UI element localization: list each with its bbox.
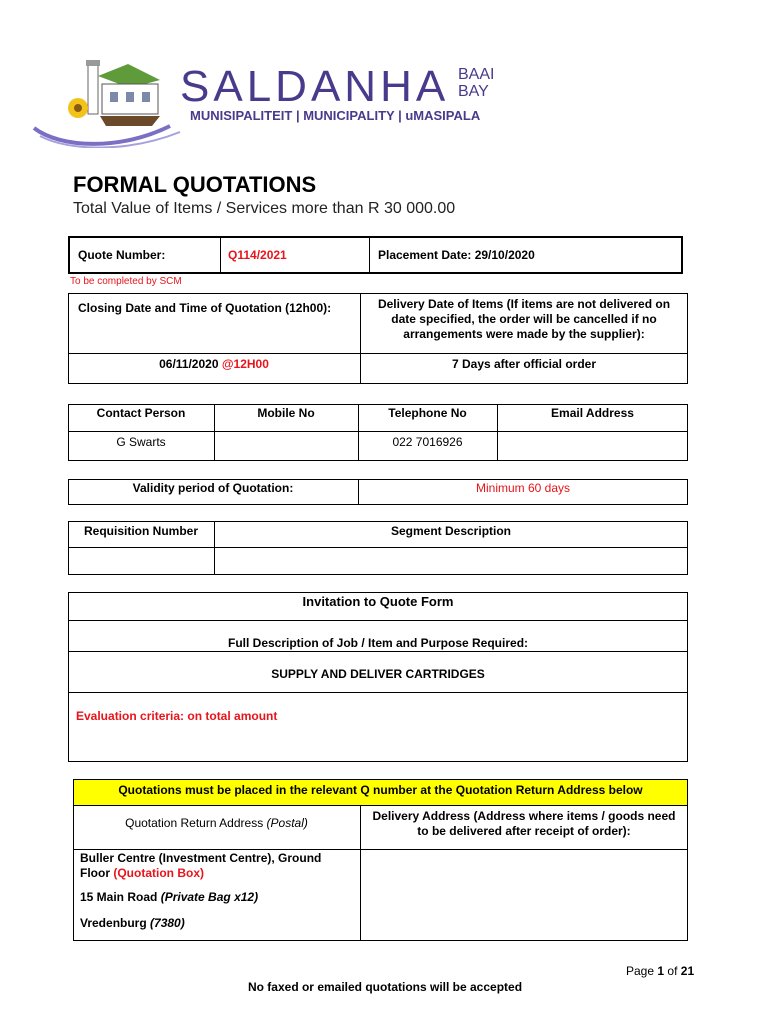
address-line2 [80, 890, 258, 904]
address-private-bag: (Private Bag x12) [160, 890, 259, 904]
return-label-text: Quotation Return Address [125, 816, 264, 830]
delivery-date-label: Delivery Date of Items (If items are not delivered on date specified, the order will be cancelled if no arrangements were made by the supplier): [377, 297, 671, 341]
contact-header-mobile: Mobile No [257, 406, 315, 420]
logo-bay: BAY [458, 83, 489, 100]
return-label-postal: (Postal) [266, 816, 308, 830]
logo-subtitle [190, 108, 480, 123]
scm-note: To be completed by SCM [70, 276, 182, 287]
page-prefix: Page [626, 964, 655, 978]
logo-separator: | [295, 108, 300, 123]
quote-number-label: Quote Number: [78, 248, 166, 262]
contact-person-value: G Swarts [116, 435, 166, 449]
logo-subtitle-english: MUNICIPALITY [303, 108, 395, 123]
invitation-title: Invitation to Quote Form [302, 594, 454, 609]
delivery-date-value: 7 Days after official order [451, 357, 597, 371]
page-current: 1 [657, 964, 665, 978]
return-address-label [73, 816, 360, 830]
placement-date: Placement Date: 29/10/2020 [378, 248, 535, 262]
address-quotation-box: (Quotation Box) [113, 866, 204, 880]
closing-date-value [68, 357, 360, 371]
evaluation-criteria: Evaluation criteria: on total amount [76, 709, 278, 723]
contact-header-person: Contact Person [96, 406, 186, 420]
address-line1 [80, 851, 354, 881]
contact-header-telephone: Telephone No [388, 406, 467, 420]
validity-value: Minimum 60 days [475, 481, 571, 495]
page-subtitle: Total Value of Items / Services more than R 30 000.00 [73, 200, 456, 217]
closing-date-label: Closing Date and Time of Quotation (12h00): [78, 301, 332, 315]
requisition-header-number: Requisition Number [83, 524, 198, 538]
description-label: Full Description of Job / Item and Purpose Required: [227, 636, 529, 650]
requisition-header-segment: Segment Description [390, 524, 512, 538]
logo-baai: BAAI [458, 66, 495, 83]
logo-subtitle-xhosa: uMASIPALA [405, 108, 481, 123]
address-street: 15 Main Road [80, 890, 158, 904]
logo-subtitle-afrikaans: MUNISIPALITEIT [190, 108, 293, 123]
contact-telephone-value: 022 7016926 [392, 435, 463, 449]
page-of: of [667, 964, 678, 978]
page-total: 21 [680, 964, 695, 978]
footer-notice: No faxed or emailed quotations will be accepted [247, 980, 523, 994]
page-title: FORMAL QUOTATIONS [73, 172, 317, 197]
address-building: Buller Centre (Investment Centre), Ground Floor [80, 851, 322, 880]
address-line3 [80, 916, 185, 930]
closing-time: @12H00 [221, 357, 269, 371]
municipality-logo [30, 56, 510, 148]
address-postal-code: (7380) [150, 916, 185, 930]
logo-name: SALDANHA [180, 62, 450, 111]
job-description: SUPPLY AND DELIVER CARTRIDGES [271, 667, 485, 681]
page-number [626, 964, 694, 978]
validity-label: Validity period of Quotation: [132, 481, 294, 495]
return-banner-text: Quotations must be placed in the relevant Q number at the Quotation Return Address below [118, 783, 643, 797]
closing-date: 06/11/2020 [159, 357, 219, 371]
logo-separator: | [398, 108, 402, 123]
delivery-address-label: Delivery Address (Address where items / goods need to be delivered after receipt of order): [372, 809, 676, 838]
logo-emblem-icon [30, 56, 190, 148]
address-town: Vredenburg [80, 916, 147, 930]
quote-number-value: Q114/2021 [228, 248, 287, 262]
contact-header-email: Email Address [551, 406, 634, 420]
